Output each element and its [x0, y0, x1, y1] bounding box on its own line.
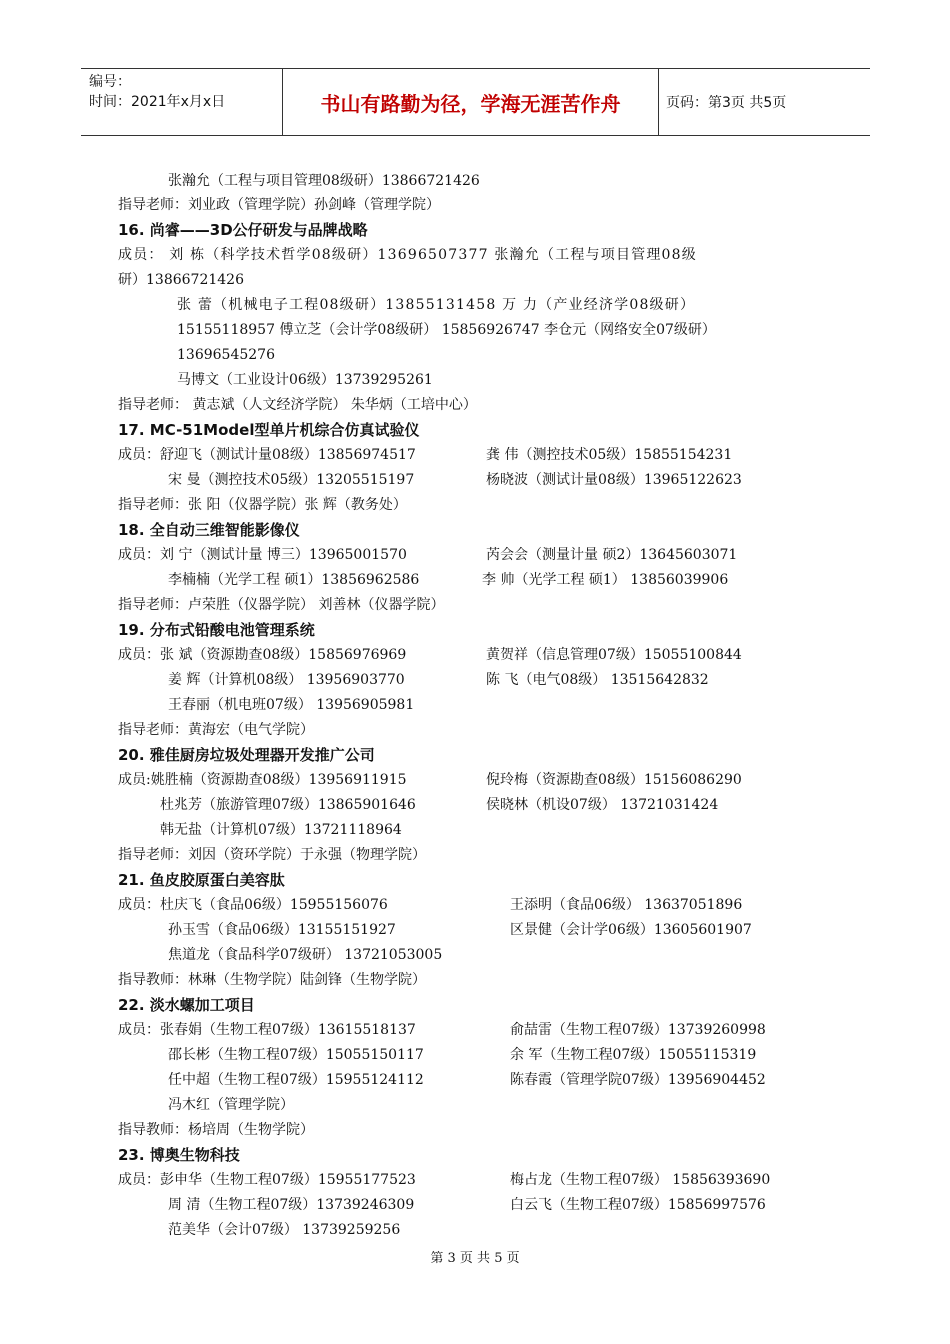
advisor-line: 指导老师：刘业政（管理学院）孙剑峰（管理学院） [118, 197, 440, 213]
text-line: 13696545276 [177, 347, 275, 363]
project-title: 17. MC-51Model型单片机综合仿真试验仪 [118, 421, 420, 439]
project-title: 19. 分布式铅酸电池管理系统 [118, 621, 315, 639]
text-line: 成员：刘 宁（测试计量 博三）13965001570 [118, 547, 407, 563]
project-title: 22. 淡水螺加工项目 [118, 996, 255, 1014]
text-line: 王添明（食品06级） 13637051896 [510, 897, 743, 913]
text-line: 倪玲梅（资源勘查08级）15156086290 [486, 772, 742, 788]
text-line: 梅占龙（生物工程07级） 15856393690 [510, 1172, 771, 1188]
text-line: 成员：张 斌（资源勘查08级）15856976969 [118, 647, 407, 663]
advisor-line: 指导教师：杨培周（生物学院） [118, 1122, 314, 1138]
text-line: 马博文（工业设计06级）13739295261 [177, 372, 433, 388]
text-line: 成员：杜庆飞（食品06级）15955156076 [118, 897, 388, 913]
project-title: 21. 鱼皮胶原蛋白美容肽 [118, 871, 285, 889]
project-title: 18. 全自动三维智能影像仪 [118, 521, 300, 539]
text-line: 陈春霞（管理学院07级）13956904452 [510, 1072, 766, 1088]
text-line: 杜兆芳（旅游管理07级）13865901646 [160, 797, 416, 813]
text-line: 李楠楠（光学工程 硕1）13856962586 [168, 572, 420, 588]
text-line: 宋 曼（测控技术05级）13205515197 [168, 472, 415, 488]
page-footer: 第 3 页 共 5 页 [430, 1251, 520, 1266]
text-line: 成员：彭申华（生物工程07级）15955177523 [118, 1172, 416, 1188]
text-line: 成员：张春娟（生物工程07级）13615518137 [118, 1022, 416, 1038]
text-line: 李 帅（光学工程 硕1） 13856039906 [482, 572, 729, 588]
text-line: 孙玉雪（食品06级）13155151927 [168, 922, 396, 938]
text-line: 研）13866721426 [118, 272, 244, 288]
advisor-line: 指导老师：卢荣胜（仪器学院） 刘善林（仪器学院） [118, 597, 445, 613]
text-line: 俞喆雷（生物工程07级）13739260998 [510, 1022, 766, 1038]
text-line: 芮会会（测量计量 硕2）13645603071 [486, 547, 738, 563]
advisor-line: 指导老师： 黄志斌（人文经济学院） 朱华炳（工培中心） [118, 397, 477, 413]
text-line: 王春丽（机电班07级） 13956905981 [168, 697, 415, 713]
text-line: 成员:姚胜楠（资源勘查08级）13956911915 [118, 772, 407, 788]
text-line: 区景健（会计学06级）13605601907 [510, 922, 752, 938]
number-label: 编号： [89, 74, 131, 90]
text-line: 成员： 刘 栋（科学技术哲学08级研）13696507377 张瀚允（工程与项目管理08级 [118, 247, 697, 263]
advisor-line: 指导老师：黄海宏（电气学院） [118, 722, 314, 738]
text-line: 龚 伟（测控技术05级）15855154231 [486, 447, 733, 463]
text-line: 韩无盐（计算机07级）13721118964 [160, 822, 402, 838]
text-line: 白云飞（生物工程07级）15856997576 [510, 1197, 766, 1213]
text-line: 任中超（生物工程07级）15955124112 [168, 1072, 424, 1088]
text-line: 成员：舒迎飞（测试计量08级）13856974517 [118, 447, 416, 463]
text-line: 杨晓波（测试计量08级）13965122623 [486, 472, 742, 488]
text-line: 姜 辉（计算机08级） 13956903770 [168, 672, 405, 688]
text-line: 张瀚允（工程与项目管理08级研）13866721426 [168, 173, 480, 189]
text-line: 陈 飞（电气08级） 13515642832 [486, 672, 709, 688]
advisor-line: 指导教师：林琳（生物学院）陆剑锋（生物学院） [118, 972, 426, 988]
time-label: 时间：2021年x月x日 [89, 94, 226, 110]
project-title: 20. 雅佳厨房垃圾处理器开发推广公司 [118, 746, 375, 764]
text-line: 张 蕾（机械电子工程08级研）13855131458 万 力（产业经济学08级研） [177, 297, 696, 313]
header-motto: 书山有路勤为径，学海无涯苦作舟 [283, 69, 659, 135]
project-title: 16. 尚睿——3D公仔研发与品牌战略 [118, 221, 368, 239]
project-title: 23. 博奥生物科技 [118, 1146, 240, 1164]
advisor-line: 指导老师：张 阳（仪器学院）张 辉（教务处） [118, 497, 407, 513]
text-line: 黄贺祥（信息管理07级）15055100844 [486, 647, 742, 663]
text-line: 侯晓林（机设07级） 13721031424 [486, 797, 719, 813]
text-line: 余 军（生物工程07级）15055115319 [510, 1047, 757, 1063]
advisor-line: 指导老师：刘因（资环学院）于永强（物理学院） [118, 847, 426, 863]
text-line: 邵长彬（生物工程07级）15055150117 [168, 1047, 424, 1063]
text-line: 冯木红（管理学院） [168, 1097, 294, 1113]
text-line: 15155118957 傅立芝（会计学08级研） 15856926747 李仓元（网络安全07级研） [177, 322, 716, 338]
text-line: 焦道龙（食品科学07级研） 13721053005 [168, 947, 443, 963]
header-page-info: 页码：第3页 共5页 [666, 95, 787, 111]
text-line: 范美华（会计07级） 13739259256 [168, 1222, 401, 1238]
text-line: 周 清（生物工程07级）13739246309 [168, 1197, 415, 1213]
